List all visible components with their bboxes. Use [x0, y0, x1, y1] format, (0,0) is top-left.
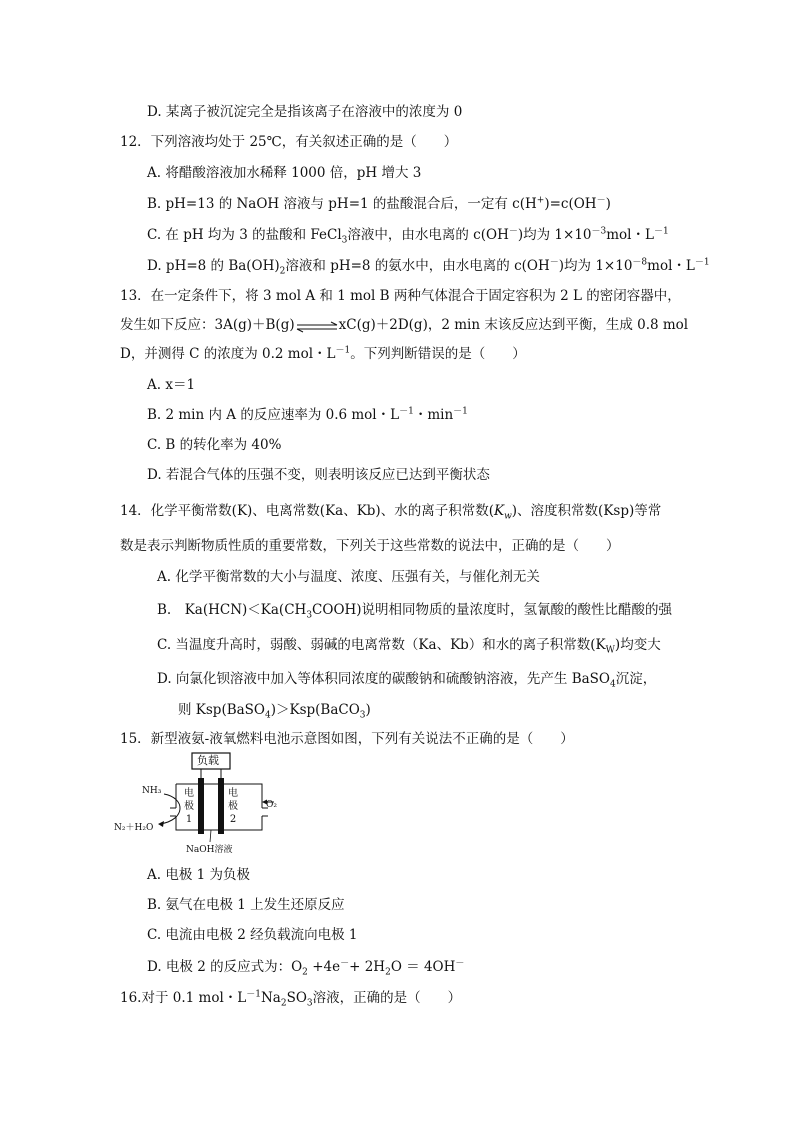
q12-option-b: B. pH=13 的 NaOH 溶液与 pH=1 的盐酸混合后，一定有 c(H+)=c(OH－) — [147, 195, 611, 212]
q13-stem-line2: 发生如下反应：3A(g)＋B(g) xC(g)＋2D(g)，2 min 末该反应达到平衡，生成 0.8 mol — [120, 317, 689, 333]
q13-stem-line3: D，并测得 C 的浓度为 0.2 mol・$L^{-1}$。下列判断错误的是（ ） — [120, 345, 526, 362]
q16-stem: 16.对于 0.1 mol・$L^{-1}Na_2SO_3$溶液，正确的是（ ） — [120, 989, 462, 1009]
q13-option-b: B. 2 min 内 A 的反应速率为 0.6 mol・$L^{-1}$・$\min^{-1}$ — [147, 406, 468, 423]
q13-stem-line1: 13．在一定条件下，将 3 mol A 和 1 mol B 两种气体混合于固定容积为 2 L 的密闭容器中， — [120, 288, 681, 304]
q14-stem-line2: 数是表示判断物质性质的重要常数，下列关于这些常数的说法中，正确的是（ ） — [120, 538, 620, 554]
q11-option-d: D. 某离子被沉淀完全是指该离子在溶液中的浓度为 0 — [147, 104, 463, 120]
electrode-1-label: 电 极 1 — [184, 788, 194, 825]
nh3-label: NH₃ — [142, 786, 162, 796]
q14-option-d-line2: 则 Ksp(BaSO$_4$)＞Ksp(BaCO$_3$) — [178, 702, 371, 721]
q14-stem-line1: 14．化学平衡常数(K)、电离常数(Ka、Kb)、水的离子积常数$(K_w)$、溶度积常数(Ksp)等常 — [120, 503, 662, 522]
q13-option-c: C. B 的转化率为 40% — [147, 437, 282, 453]
equilibrium-arrow-icon — [295, 320, 339, 332]
q14-option-c: C. 当温度升高时，弱酸、弱碱的电离常数（Ka、Kb）和水的离子积常数$(K_W)$均变大 — [157, 637, 661, 656]
q12-option-a: A. 将醋酸溶液加水稀释 1000 倍，pH 增大 3 — [147, 165, 422, 181]
q13-option-d: D. 若混合气体的压强不变，则表明该反应已达到平衡状态 — [147, 467, 490, 483]
electrolyte-label: NaOH溶液 — [186, 845, 233, 855]
q15-stem: 15．新型液氨-液氧燃料电池示意图如图，下列有关说法不正确的是（ ） — [120, 731, 574, 747]
load-label: 负载 — [197, 754, 219, 767]
q13-option-a: A. x＝1 — [147, 377, 196, 393]
o2-label: O₂ — [266, 800, 277, 810]
q14-option-d-line1: D. 向氯化钡溶液中加入等体积同浓度的碳酸钠和硫酸钠溶液，先产生 BaSO$_4$沉淀， — [157, 671, 657, 690]
q12-option-c: C. 在 pH 均为 3 的盐酸和 FeCl$_3$溶液中，由水电离的 c(OH－)均为 $1\times 10^{-3}mol$・$L^{-1}$ — [147, 226, 669, 246]
electrode-2-label: 电 极 2 — [228, 788, 238, 825]
q15-option-d: D. 电极 2 的反应式为：$O_2 +4e^-+ 2H_2O = 4OH^-$ — [147, 958, 465, 978]
q15-option-c: C. 电流由电极 2 经负载流向电极 1 — [147, 927, 358, 943]
q12-stem: 12．下列溶液均处于 25℃，有关叙述正确的是（ ） — [120, 134, 458, 150]
fuel-cell-diagram — [112, 750, 282, 860]
q15-option-b: B. 氨气在电极 1 上发生还原反应 — [147, 897, 345, 913]
q15-option-a: A. 电极 1 为负极 — [147, 867, 251, 883]
q14-option-a: A. 化学平衡常数的大小与温度、浓度、压强有关，与催化剂无关 — [157, 569, 540, 585]
q14-option-b: B. $Ka(HCN)<Ka(CH_3COOH)$说明相同物质的量浓度时，氢氰酸的酸性比醋酸的强 — [157, 602, 673, 621]
products-label: N₂＋H₂O — [114, 823, 154, 833]
q12-option-d: D. pH=8 的 $Ba(OH)_2$溶液和 pH=8 的氨水中，由水电离的 c(OH－)均为 $1\times 10^{-8}mol$・$L^{-1}$ — [147, 257, 710, 277]
